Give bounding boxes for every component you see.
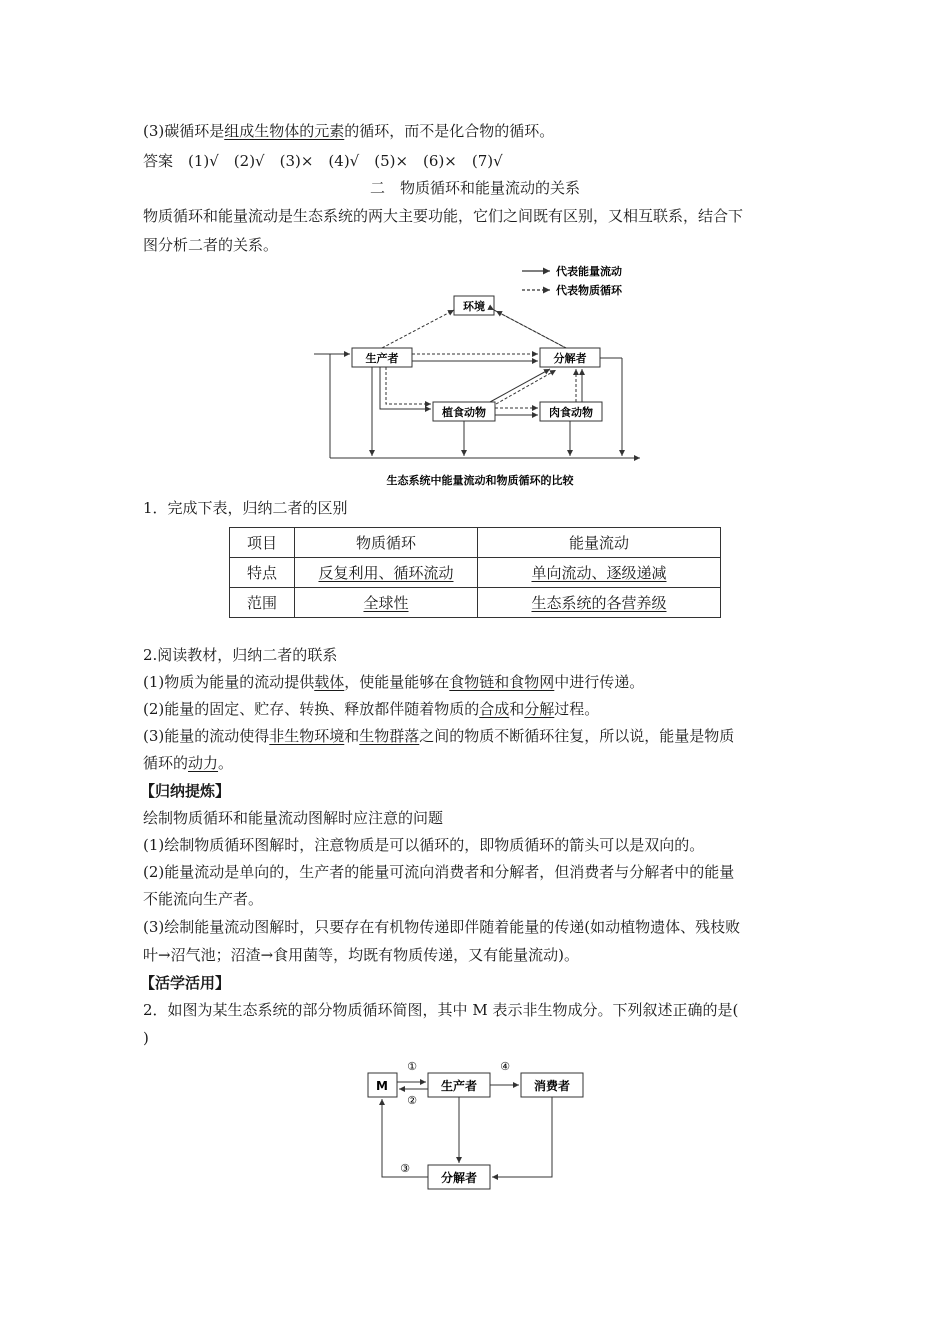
summary-line-2b: 不能流向生产者。 <box>143 890 264 908</box>
underlined-answer: 非生物环境 <box>269 727 345 745</box>
underlined-answer: 生态系统的各营养级 <box>531 594 667 612</box>
text: (2)能量的固定、贮存、转换、释放都伴随着物质的 <box>143 700 480 718</box>
label-carnivore: 肉食动物 <box>549 406 593 419</box>
energy-matter-diagram <box>300 258 660 490</box>
legend-energy: 代表能量流动 <box>556 265 622 278</box>
label-producer: 生产者 <box>365 352 399 365</box>
text: 中进行传递。 <box>554 673 645 691</box>
table-cell <box>478 558 721 588</box>
diagram1-caption: 生态系统中能量流动和物质循环的比较 <box>386 474 574 487</box>
legend-matter: 代表物质循环 <box>556 284 622 297</box>
label-herbivore: 植食动物 <box>442 406 486 419</box>
matter-cycle-diagram <box>360 1055 600 1195</box>
summary-line-1: (1)绘制物质循环图解时，注意物质是可以循环的，即物质循环的箭头可以是双向的。 <box>143 836 705 854</box>
text: (3)能量的流动使得 <box>143 727 270 745</box>
text: 和 <box>344 727 360 745</box>
underlined-answer: 载体 <box>314 673 345 691</box>
table-cell <box>295 558 478 588</box>
text: 。 <box>218 754 234 772</box>
underlined-answer: 生物群落 <box>359 727 420 745</box>
label-m: M <box>376 1079 388 1093</box>
question-1: 1．完成下表，归纳二者的区别 <box>143 499 348 517</box>
underlined-answer: 动力 <box>188 754 219 772</box>
problem-2-line-b: ) <box>143 1029 149 1047</box>
text: (3)碳循环是 <box>143 122 225 140</box>
paragraph-carbon-cycle <box>143 121 554 141</box>
summary-line-3a: (3)绘制能量流动图解时，只要存在有机物传递即伴随着能量的传递(如动植物遗体、残枝败 <box>143 918 741 936</box>
table-cell: 特点 <box>230 558 295 588</box>
label-decomposer: 分解者 <box>440 1171 478 1185</box>
underlined-answer: 组成生物体的元素 <box>224 122 345 140</box>
text: 的循环，而不是化合物的循环。 <box>344 122 555 140</box>
underlined-answer: 全球性 <box>363 594 409 612</box>
table-row <box>230 588 721 618</box>
label-4: ④ <box>500 1060 510 1073</box>
relation-line-1 <box>143 672 644 692</box>
section-title: 二 物质循环和能量流动的关系 <box>369 179 580 197</box>
text: 过程。 <box>554 700 600 718</box>
summary-line-3b: 叶→沼气池；沼渣→食用菌等，均既有物质传递，又有能量流动)。 <box>143 946 579 964</box>
underlined-answer: 单向流动、逐级递减 <box>531 564 667 582</box>
text: 循环的 <box>143 754 189 772</box>
table-row <box>230 558 721 588</box>
table-header-cell: 物质循环 <box>295 528 478 558</box>
relation-line-3b <box>143 753 233 773</box>
answer-line: 答案 (1)√ (2)√ (3)× (4)√ (5)× (6)× (7)√ <box>143 152 503 170</box>
text: 之间的物质不断循环往复，所以说，能量是物质 <box>419 727 735 745</box>
table-cell: 范围 <box>230 588 295 618</box>
question-2: 2.阅读教材，归纳二者的联系 <box>143 646 338 664</box>
apply-heading: 【活学活用】 <box>140 974 231 992</box>
summary-heading: 【归纳提炼】 <box>140 782 231 800</box>
intro-line-2: 图分析二者的关系。 <box>143 236 279 254</box>
label-consumer: 消费者 <box>533 1079 571 1093</box>
table-row <box>230 528 721 558</box>
relation-line-2 <box>143 699 599 719</box>
label-3: ③ <box>400 1162 410 1175</box>
underlined-answer: 合成 <box>479 700 510 718</box>
problem-2-line-a: 2．如图为某生态系统的部分物质循环简图，其中 M 表示非生物成分。下列叙述正确的是( <box>143 1001 739 1019</box>
underlined-answer: 分解 <box>524 700 555 718</box>
label-2: ② <box>407 1094 417 1107</box>
table-cell <box>478 588 721 618</box>
label-producer: 生产者 <box>440 1079 478 1093</box>
table-header-cell: 项目 <box>230 528 295 558</box>
text: (1)物质为能量的流动提供 <box>143 673 315 691</box>
label-decomposer: 分解者 <box>553 352 587 365</box>
table-header-cell: 能量流动 <box>478 528 721 558</box>
relation-line-3 <box>143 726 734 746</box>
label-environment: 环境 <box>463 300 485 313</box>
table-cell <box>295 588 478 618</box>
text: 和 <box>509 700 525 718</box>
intro-line-1: 物质循环和能量流动是生态系统的两大主要功能，它们之间既有区别，又相互联系，结合下 <box>143 207 744 225</box>
label-1: ① <box>407 1060 417 1073</box>
summary-line-0: 绘制物质循环和能量流动图解时应注意的问题 <box>143 809 444 827</box>
underlined-answer: 反复利用、循环流动 <box>318 564 454 582</box>
underlined-answer: 食物链和食物网 <box>449 673 555 691</box>
summary-line-2a: (2)能量流动是单向的，生产者的能量可流向消费者和分解者，但消费者与分解者中的能量 <box>143 863 735 881</box>
comparison-table <box>229 527 721 618</box>
text: ，使能量能够在 <box>344 673 450 691</box>
